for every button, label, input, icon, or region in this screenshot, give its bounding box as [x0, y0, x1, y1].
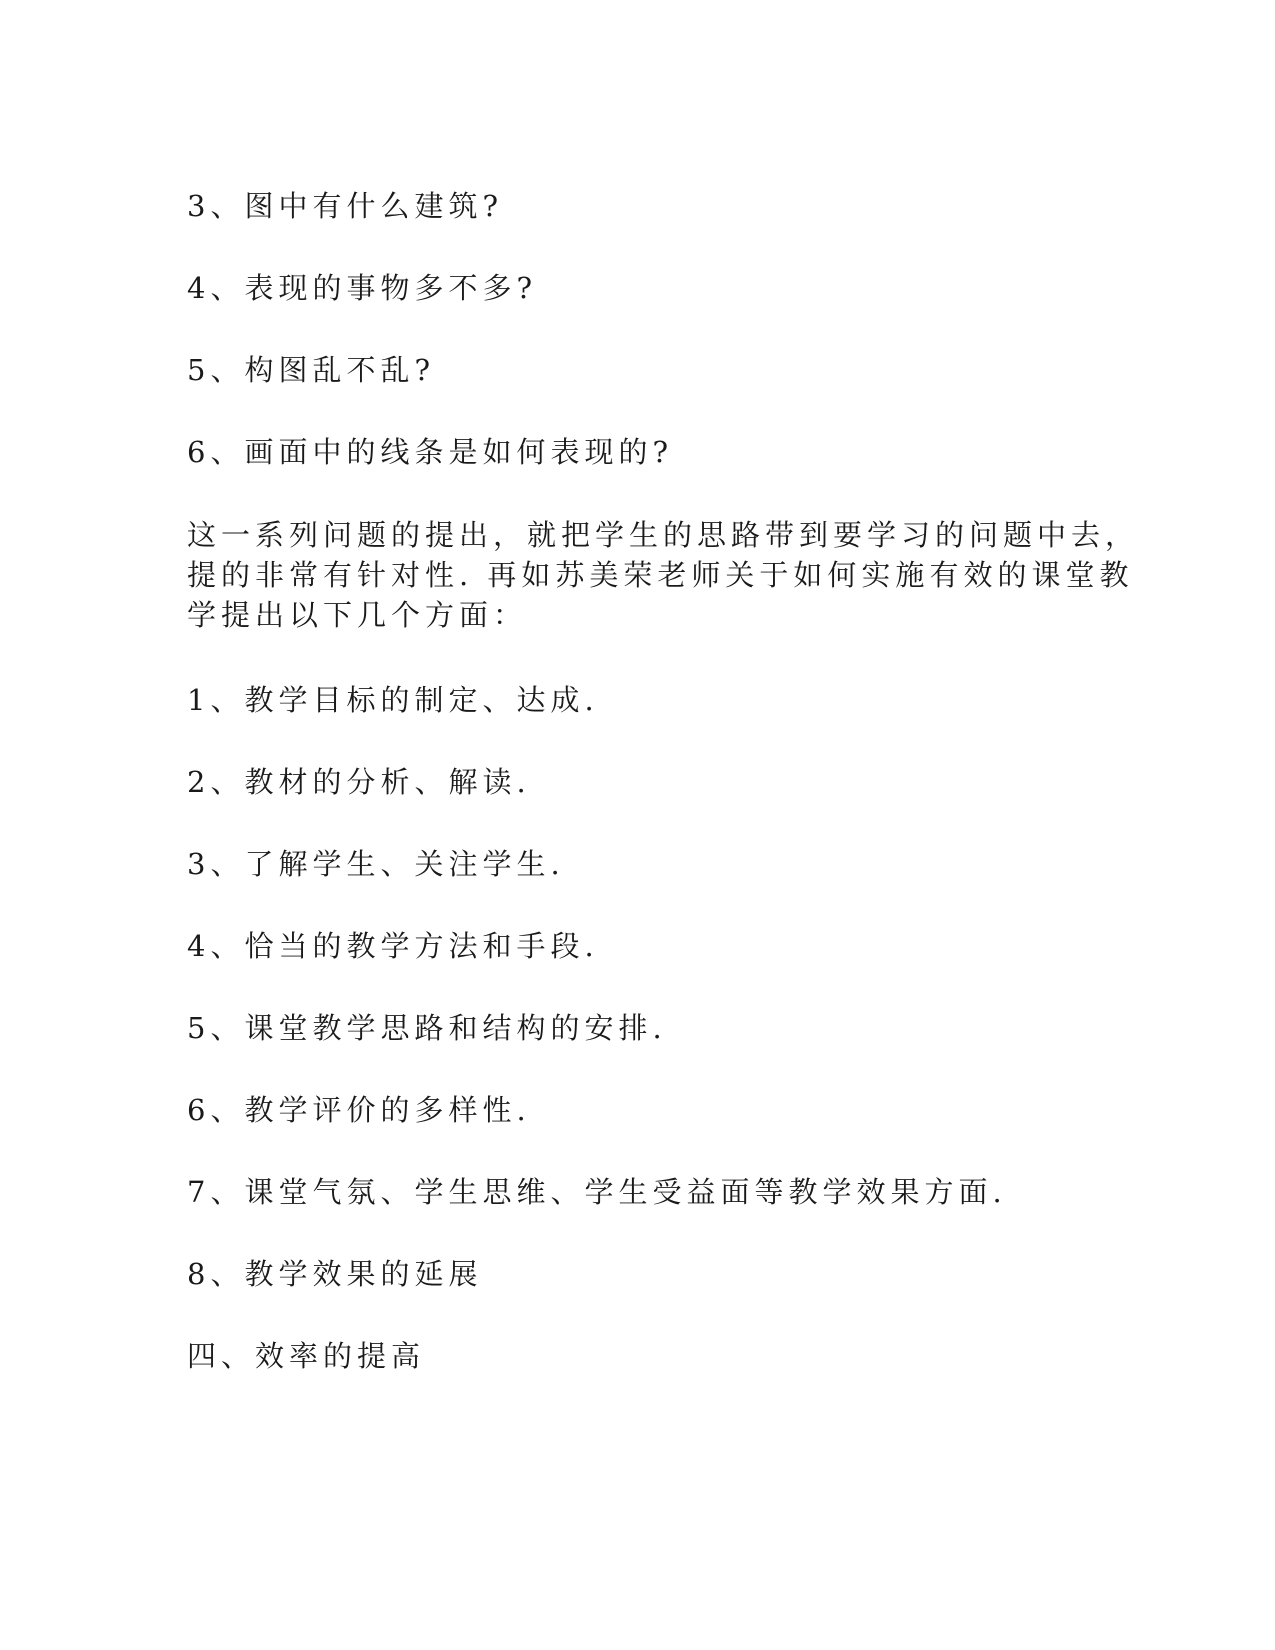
section-heading: 四、效率的提高 [187, 1339, 426, 1373]
question-line: 5、构图乱不乱? [187, 353, 435, 387]
paragraph-line: 学提出以下几个方面： [187, 598, 528, 632]
question-line: 4、表现的事物多不多? [187, 271, 537, 305]
list-item: 5、课堂教学思路和结构的安排. [187, 1011, 667, 1045]
list-item: 3、了解学生、关注学生. [187, 847, 565, 881]
paragraph-line: 提的非常有针对性. 再如苏美荣老师关于如何实施有效的课堂教 [187, 558, 1134, 592]
list-item: 7、课堂气氛、学生思维、学生受益面等教学效果方面. [187, 1175, 1007, 1209]
list-item: 8、教学效果的延展 [187, 1257, 483, 1291]
paragraph-line: 这一系列问题的提出，就把学生的思路带到要学习的问题中去， [187, 518, 1140, 552]
question-line: 6、画面中的线条是如何表现的? [187, 435, 673, 469]
body-paragraph [187, 515, 1140, 635]
list-item: 4、恰当的教学方法和手段. [187, 929, 599, 963]
list-item: 6、教学评价的多样性. [187, 1093, 531, 1127]
question-line: 3、图中有什么建筑? [187, 189, 503, 223]
list-item: 2、教材的分析、解读. [187, 765, 531, 799]
list-item: 1、教学目标的制定、达成. [187, 683, 599, 717]
